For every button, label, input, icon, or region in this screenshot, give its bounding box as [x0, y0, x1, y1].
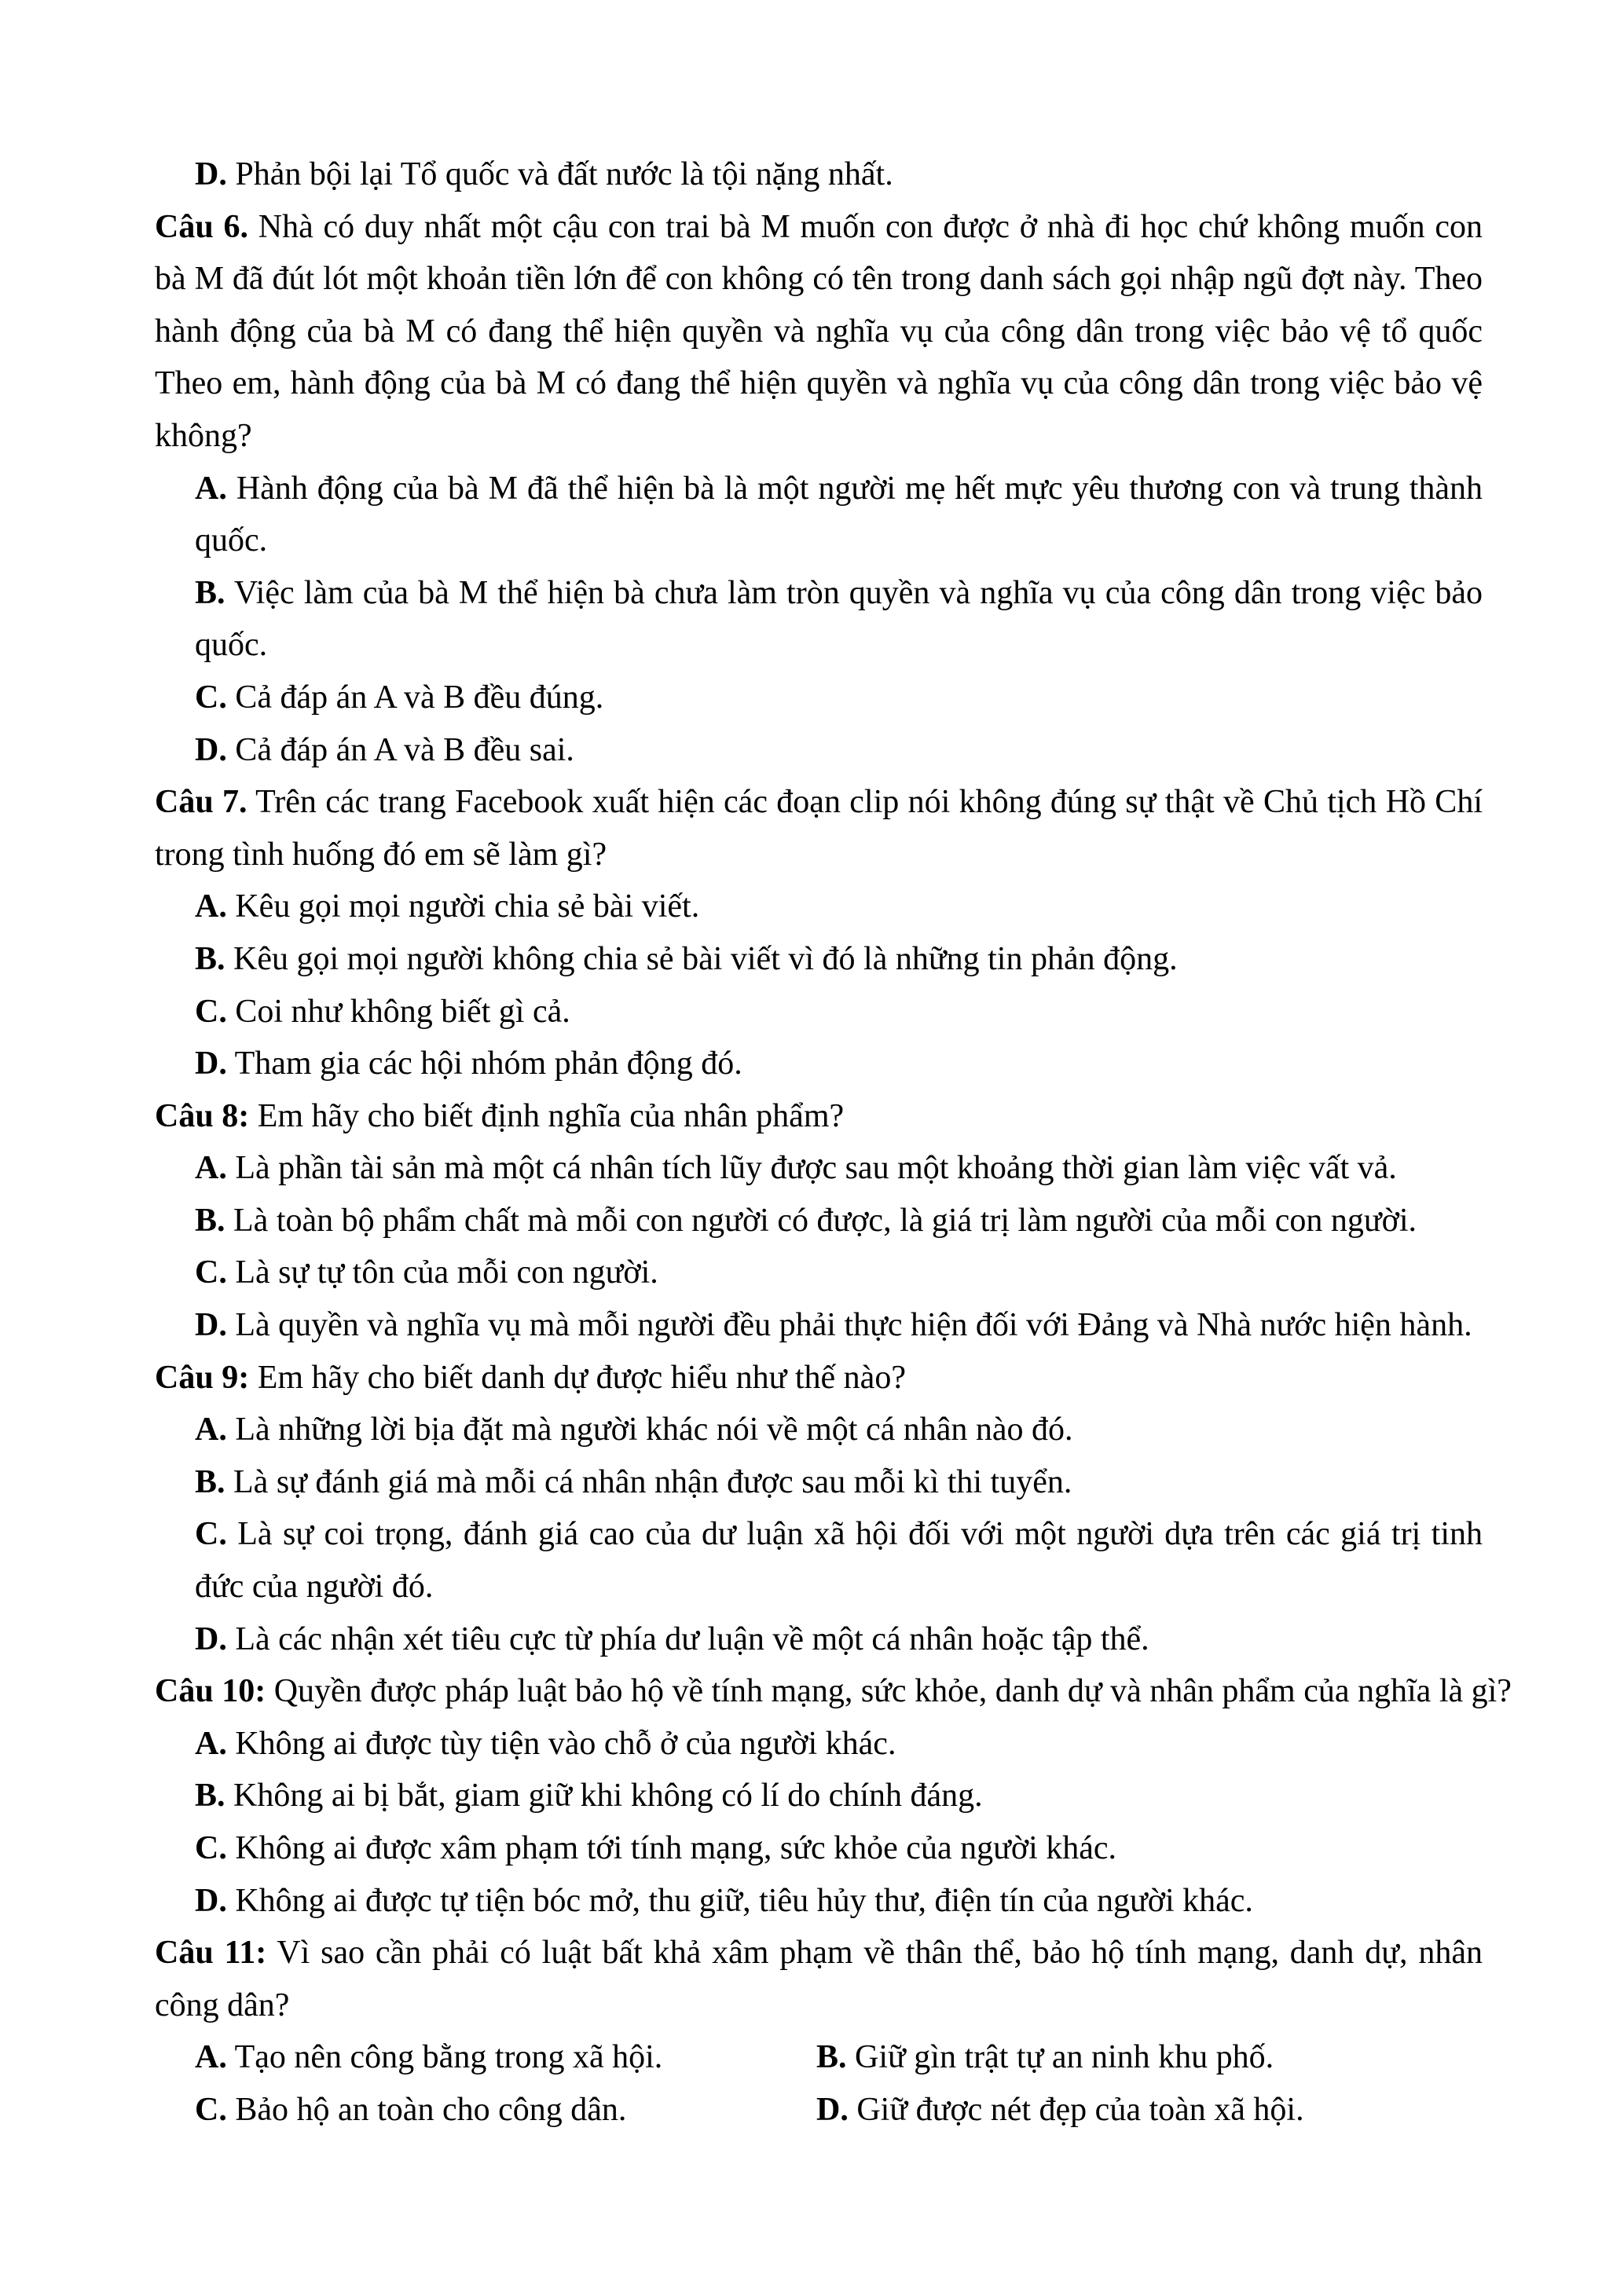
option-text: Là các nhận xét tiêu cực từ phía dư luận về một cá nhân hoặc tập thể.	[235, 1620, 1149, 1657]
option-text: Là những lời bịa đặt mà người khác nói về một cá nhân nào đó.	[235, 1412, 1073, 1448]
text-line	[155, 253, 1483, 306]
option-text: Là sự coi trọng, đánh giá cao của dư luận xã hội đối với một người dựa trên các giá trị tinh	[237, 1516, 1483, 1553]
option-label: C.	[195, 1830, 227, 1866]
answer-option	[155, 148, 1483, 201]
option-text: Tạo nên công bằng trong xã hội.	[234, 2039, 663, 2076]
text-line	[155, 463, 1483, 515]
question-number: Câu 11:	[155, 1935, 267, 1972]
option-label: D.	[195, 1882, 227, 1919]
question-text: công dân?	[155, 1987, 290, 2023]
text-line	[155, 1195, 1483, 1247]
text-line	[155, 1508, 1483, 1561]
question	[155, 776, 1483, 881]
option-label: B.	[195, 1202, 225, 1239]
answer-option	[155, 1038, 1483, 1090]
question	[155, 1352, 1483, 1404]
text-line	[155, 1038, 1483, 1090]
question-text: không?	[155, 417, 252, 454]
text-line	[155, 1142, 1483, 1195]
option-text: Là phần tài sản mà một cá nhân tích lũy được sau một khoảng thời gian làm việc vất vả.	[235, 1150, 1397, 1187]
option-text: Cả đáp án A và B đều đúng.	[235, 679, 604, 716]
question-text: Vì sao cần phải có luật bất khả xâm phạm về thân thể, bảo hộ tính mạng, danh dự, nhân	[277, 1935, 1483, 1972]
text-line	[155, 1456, 1483, 1509]
text-line	[155, 1927, 1483, 1979]
option-label: A.	[195, 1150, 227, 1187]
option-text: quốc.	[195, 627, 268, 664]
answer-option	[155, 1770, 1483, 1822]
option-label: B.	[816, 2039, 847, 2076]
option-label: B.	[195, 940, 225, 977]
option-label: A.	[195, 1412, 227, 1448]
option-text: Không ai được tự tiện bóc mở, thu giữ, tiêu hủy thư, điện tín của người khác.	[235, 1882, 1253, 1919]
question-text: Em hãy cho biết danh dự được hiểu như thế nào?	[257, 1359, 906, 1396]
answer-option	[155, 1875, 1483, 1928]
question-text: Nhà có duy nhất một cậu con trai bà M muốn con được ở nhà đi học chứ không muốn con	[258, 208, 1483, 245]
option-text: Không ai bị bắt, giam giữ khi không có lí do chính đáng.	[233, 1778, 983, 1814]
question-text: Quyền được pháp luật bảo hộ về tính mạng, sức khỏe, danh dự và nhân phẩm của nghĩa là gì?	[273, 1673, 1512, 1710]
text-line	[155, 933, 1483, 986]
option-text: Giữ được nét đẹp của toàn xã hội.	[856, 2091, 1304, 2128]
text-line	[155, 357, 1483, 410]
option-text: Kêu gọi mọi người không chia sẻ bài viết vì đó là những tin phản động.	[233, 940, 1178, 977]
option-label: C.	[195, 1516, 227, 1553]
text-line	[155, 776, 1483, 829]
text-line	[155, 148, 1483, 201]
option-label: C.	[195, 2091, 227, 2128]
question-number: Câu 7.	[155, 784, 247, 821]
answer-option	[155, 672, 1483, 724]
option-label: B.	[195, 574, 225, 611]
answer-option	[155, 881, 1483, 933]
option-label: D.	[195, 1307, 227, 1344]
question	[155, 1665, 1512, 1718]
question	[155, 201, 1483, 463]
document-page	[155, 148, 1512, 2137]
answer-option	[155, 1142, 1483, 1195]
option-label: C.	[195, 1254, 227, 1291]
text-line	[155, 306, 1483, 358]
option-label: B.	[195, 1463, 225, 1500]
answer-option	[155, 1508, 1483, 1613]
answer-option	[816, 2031, 1478, 2084]
option-label: A.	[195, 2039, 227, 2076]
text-line	[155, 1770, 1483, 1822]
text-line	[155, 1299, 1483, 1352]
option-text: Coi như không biết gì cả.	[235, 993, 570, 1030]
answer-option	[155, 1613, 1483, 1666]
answer-row	[155, 2084, 1483, 2137]
answer-option	[155, 724, 1483, 777]
question-text: Em hãy cho biết định nghĩa của nhân phẩm?	[257, 1097, 845, 1134]
answer-option	[816, 2084, 1478, 2137]
text-line	[155, 1718, 1483, 1771]
text-line	[155, 724, 1483, 777]
option-text: Tham gia các hội nhóm phản động đó.	[234, 1045, 742, 1082]
option-text: Cả đáp án A và B đều sai.	[235, 731, 574, 768]
text-line	[155, 514, 1483, 567]
question-text: Trên các trang Facebook xuất hiện các đoạn clip nói không đúng sự thật về Chủ tịch Hồ Chí	[255, 784, 1483, 821]
question	[155, 1927, 1483, 2031]
text-line	[155, 1665, 1512, 1718]
option-text: Không ai được xâm phạm tới tính mạng, sức khỏe của người khác.	[235, 1830, 1117, 1866]
option-label: D.	[195, 156, 227, 192]
text-line	[155, 410, 1483, 463]
option-label: D.	[195, 1045, 227, 1082]
text-line	[155, 1613, 1483, 1666]
text-line	[155, 1561, 1483, 1613]
answer-option	[155, 463, 1483, 567]
option-label: B.	[195, 1778, 225, 1814]
answer-row	[155, 2031, 1483, 2084]
answer-option	[155, 1195, 1483, 1247]
answer-option	[155, 2031, 816, 2084]
option-label: D.	[816, 2091, 849, 2128]
option-text: Hành động của bà M đã thể hiện bà là một người mẹ hết mực yêu thương con và trung thành	[236, 470, 1483, 507]
option-text: Việc làm của bà M thể hiện bà chưa làm tròn quyền và nghĩa vụ của công dân trong việc bảo	[233, 574, 1483, 611]
text-line	[155, 201, 1483, 254]
text-line	[155, 1875, 1483, 1928]
question-number: Câu 9:	[155, 1359, 250, 1396]
text-line	[155, 1979, 1483, 2032]
answer-option	[155, 2084, 816, 2137]
option-text: quốc.	[195, 522, 268, 559]
text-line	[155, 1404, 1483, 1456]
text-line	[155, 567, 1483, 620]
question-number: Câu 8:	[155, 1097, 250, 1134]
question-text: trong tình huống đó em sẽ làm gì?	[155, 836, 607, 873]
question-text: bà M đã đút lót một khoản tiền lớn để con không có tên trong danh sách gọi nhập ngũ đợt này. Theo	[155, 261, 1483, 298]
text-line	[155, 1822, 1483, 1875]
option-label: D.	[195, 1620, 227, 1657]
text-line	[155, 1247, 1483, 1299]
option-text: Là quyền và nghĩa vụ mà mỗi người đều phải thực hiện đối với Đảng và Nhà nước hiện hành.	[235, 1307, 1472, 1344]
text-line	[155, 1352, 1483, 1404]
question-text: Theo em, hành động của bà M có đang thể hiện quyền và nghĩa vụ của công dân trong việc bảo vệ	[155, 365, 1483, 402]
question	[155, 1090, 1483, 1143]
question-number: Câu 6.	[155, 208, 248, 245]
option-label: A.	[195, 470, 227, 507]
answer-option	[155, 933, 1483, 986]
text-line	[155, 986, 1483, 1038]
answer-option	[155, 1247, 1483, 1299]
option-text: đức của người đó.	[195, 1569, 434, 1606]
option-label: C.	[195, 993, 227, 1030]
option-text: Bảo hộ an toàn cho công dân.	[235, 2091, 627, 2128]
text-line	[155, 619, 1483, 672]
option-label: A.	[195, 888, 227, 925]
question-number: Câu 10:	[155, 1673, 266, 1710]
option-text: Giữ gìn trật tự an ninh khu phố.	[855, 2039, 1274, 2076]
option-text: Là toàn bộ phẩm chất mà mỗi con người có được, là giá trị làm người của mỗi con người.	[233, 1202, 1417, 1239]
option-label: A.	[195, 1725, 227, 1762]
answer-option	[155, 1456, 1483, 1509]
text-line	[155, 829, 1483, 881]
answer-option	[155, 986, 1483, 1038]
answer-option	[155, 1718, 1483, 1771]
answer-option	[155, 567, 1483, 672]
question-text: hành động của bà M có đang thể hiện quyền và nghĩa vụ của công dân trong việc bảo vệ tổ quốc	[155, 313, 1483, 350]
answer-option	[155, 1299, 1483, 1352]
text-line	[155, 1090, 1483, 1143]
option-text: Phản bội lại Tổ quốc và đất nước là tội nặng nhất.	[235, 156, 893, 192]
answer-option	[155, 1404, 1483, 1456]
option-label: C.	[195, 679, 227, 716]
text-line	[155, 881, 1483, 933]
text-line	[155, 672, 1483, 724]
option-label: D.	[195, 731, 227, 768]
answer-option	[155, 1822, 1483, 1875]
option-text: Là sự đánh giá mà mỗi cá nhân nhận được sau mỗi kì thi tuyển.	[233, 1463, 1072, 1500]
option-text: Là sự tự tôn của mỗi con người.	[235, 1254, 658, 1291]
option-text: Không ai được tùy tiện vào chỗ ở của người khác.	[235, 1725, 896, 1762]
option-text: Kêu gọi mọi người chia sẻ bài viết.	[235, 888, 700, 925]
